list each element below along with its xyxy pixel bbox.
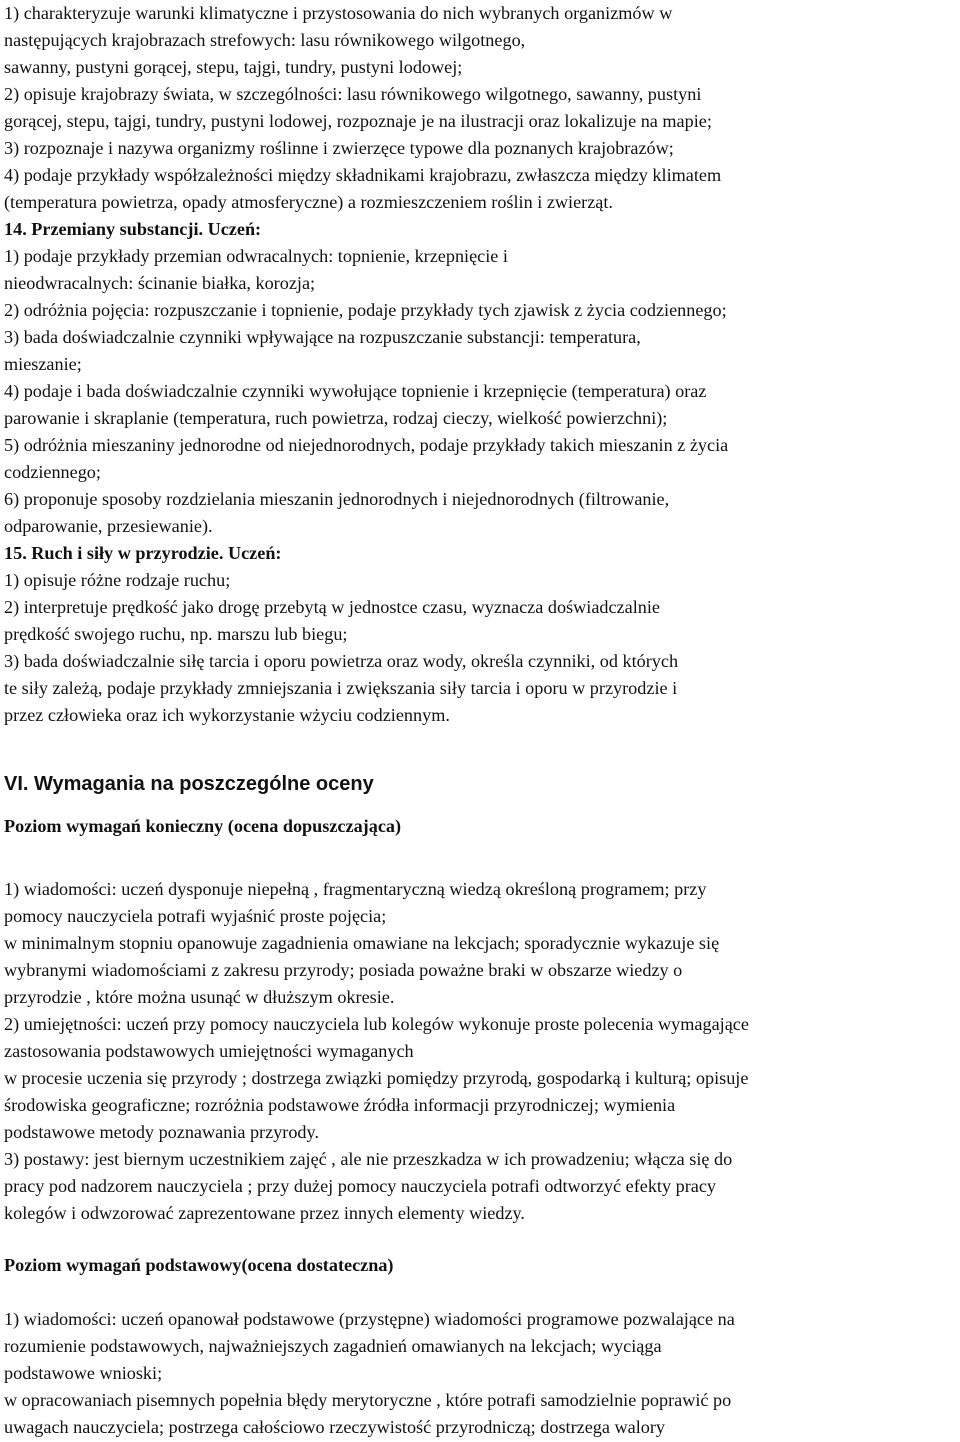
text-line: 1) opisuje różne rodzaje ruchu; <box>4 570 231 590</box>
text-line: przez człowieka oraz ich wykorzystanie wżyciu codziennym. <box>4 705 450 725</box>
text-line: zastosowania podstawowych umiejętności wymaganych <box>4 1041 414 1061</box>
text-line: 1) wiadomości: uczeń dysponuje niepełną , fragmentaryczną wiedzą określoną programem; przy <box>4 879 707 899</box>
section-heading: 15. Ruch i siły w przyrodzie. Uczeń: <box>4 543 282 563</box>
text-line: 4) podaje i bada doświadczalnie czynniki wywołujące topnienie i krzepnięcie (temperatura) oraz <box>4 381 707 401</box>
text-line: środowiska geograficzne; rozróżnia podstawowe źródła informacji przyrodniczej; wymienia <box>4 1095 676 1115</box>
text-line: prędkość swojego ruchu, np. marszu lub biegu; <box>4 624 348 644</box>
text-line: w minimalnym stopniu opanowuje zagadnienia omawiane na lekcjach; sporadycznie wykazuje się <box>4 933 720 953</box>
text-line: 6) proponuje sposoby rozdzielania mieszanin jednorodnych i niejednorodnych (filtrowanie, <box>4 489 670 509</box>
text-line: 3) bada doświadczalnie czynniki wpływające na rozpuszczanie substancji: temperatura, <box>4 327 641 347</box>
text-line: 1) wiadomości: uczeń opanował podstawowe (przystępne) wiadomości programowe pozwalające na <box>4 1309 735 1329</box>
text-line: te siły zależą, podaje przykłady zmniejszania i zwiększania siły tarcia i oporu w przyrodzie i <box>4 678 678 698</box>
text-line: 4) podaje przykłady współzależności między składnikami krajobrazu, zwłaszcza między klimatem <box>4 165 722 185</box>
text-line: pomocy nauczyciela potrafi wyjaśnić proste pojęcia; <box>4 906 387 926</box>
text-line: wybranymi wiadomościami z zakresu przyrody; posiada poważne braki w obszarze wiedzy o <box>4 960 683 980</box>
text-line: nieodwracalnych: ścinanie białka, korozja; <box>4 273 316 293</box>
grade-level-heading: Poziom wymagań podstawowy(ocena dostateczna) <box>4 1255 394 1275</box>
text-line: rozumienie podstawowych, najważniejszych zagadnień omawianych na lekcjach; wyciąga <box>4 1336 662 1356</box>
text-line: mieszanie; <box>4 354 82 374</box>
text-line: codziennego; <box>4 462 101 482</box>
text-line: 1) charakteryzuje warunki klimatyczne i przystosowania do nich wybranych organizmów w <box>4 3 673 23</box>
text-line: (temperatura powietrza, opady atmosferyczne) a rozmieszczeniem roślin i zwierząt. <box>4 192 613 212</box>
text-line: sawanny, pustyni gorącej, stepu, tajgi, tundry, pustyni lodowej; <box>4 57 463 77</box>
text-line: 2) odróżnia pojęcia: rozpuszczanie i topnienie, podaje przykłady tych zjawisk z życia codziennego; <box>4 300 727 320</box>
text-line: 3) postawy: jest biernym uczestnikiem zajęć , ale nie przeszkadza w ich prowadzeniu; włącza się do <box>4 1149 733 1169</box>
text-line: odparowanie, przesiewanie). <box>4 516 213 536</box>
chapter-heading: VI. Wymagania na poszczególne oceny <box>4 773 374 795</box>
text-line: gorącej, stepu, tajgi, tundry, pustyni lodowej, rozpoznaje je na ilustracji oraz lokalizuje na mapie; <box>4 111 712 131</box>
text-line: 2) interpretuje prędkość jako drogę przebytą w jednostce czasu, wyznacza doświadczalnie <box>4 597 660 617</box>
text-line: pracy pod nadzorem nauczyciela ; przy dużej pomocy nauczyciela potrafi odtworzyć efekty pracy <box>4 1176 717 1196</box>
text-line: 1) podaje przykłady przemian odwracalnych: topnienie, krzepnięcie i <box>4 246 508 266</box>
text-line: 5) odróżnia mieszaniny jednorodne od niejednorodnych, podaje przykłady takich mieszanin z życia <box>4 435 729 455</box>
text-line: uwagach nauczyciela; postrzega całościowo rzeczywistość przyrodniczą; dostrzega walory <box>4 1417 666 1437</box>
text-line: podstawowe metody poznawania przyrody. <box>4 1122 319 1142</box>
text-line: przyrodzie , które można usunąć w dłuższym okresie. <box>4 987 395 1007</box>
text-line: 3) bada doświadczalnie siłę tarcia i oporu powietrza oraz wody, określa czynniki, od których <box>4 651 679 671</box>
grade-level-heading: Poziom wymagań konieczny (ocena dopuszczająca) <box>4 816 402 836</box>
text-line: 3) rozpoznaje i nazywa organizmy roślinne i zwierzęce typowe dla poznanych krajobrazów; <box>4 138 674 158</box>
text-line: 2) umiejętności: uczeń przy pomocy nauczyciela lub kolegów wykonuje proste polecenia wymagające <box>4 1014 749 1034</box>
text-line: w opracowaniach pisemnych popełnia błędy merytoryczne , które potrafi samodzielnie poprawić po <box>4 1390 732 1410</box>
section-heading: 14. Przemiany substancji. Uczeń: <box>4 219 262 239</box>
text-line: podstawowe wnioski; <box>4 1363 163 1383</box>
text-line: 2) opisuje krajobrazy świata, w szczególności: lasu równikowego wilgotnego, sawanny, pustyni <box>4 84 702 104</box>
text-line: następujących krajobrazach strefowych: lasu równikowego wilgotnego, <box>4 30 526 50</box>
text-line: w procesie uczenia się przyrody ; dostrzega związki pomiędzy przyrodą, gospodarką i kulturą; opisuje <box>4 1068 749 1088</box>
text-line: kolegów i odwzorować zaprezentowane przez innych elementy wiedzy. <box>4 1203 525 1223</box>
text-line: parowanie i skraplanie (temperatura, ruch powietrza, rodzaj cieczy, wielkość powierzchni); <box>4 408 668 428</box>
